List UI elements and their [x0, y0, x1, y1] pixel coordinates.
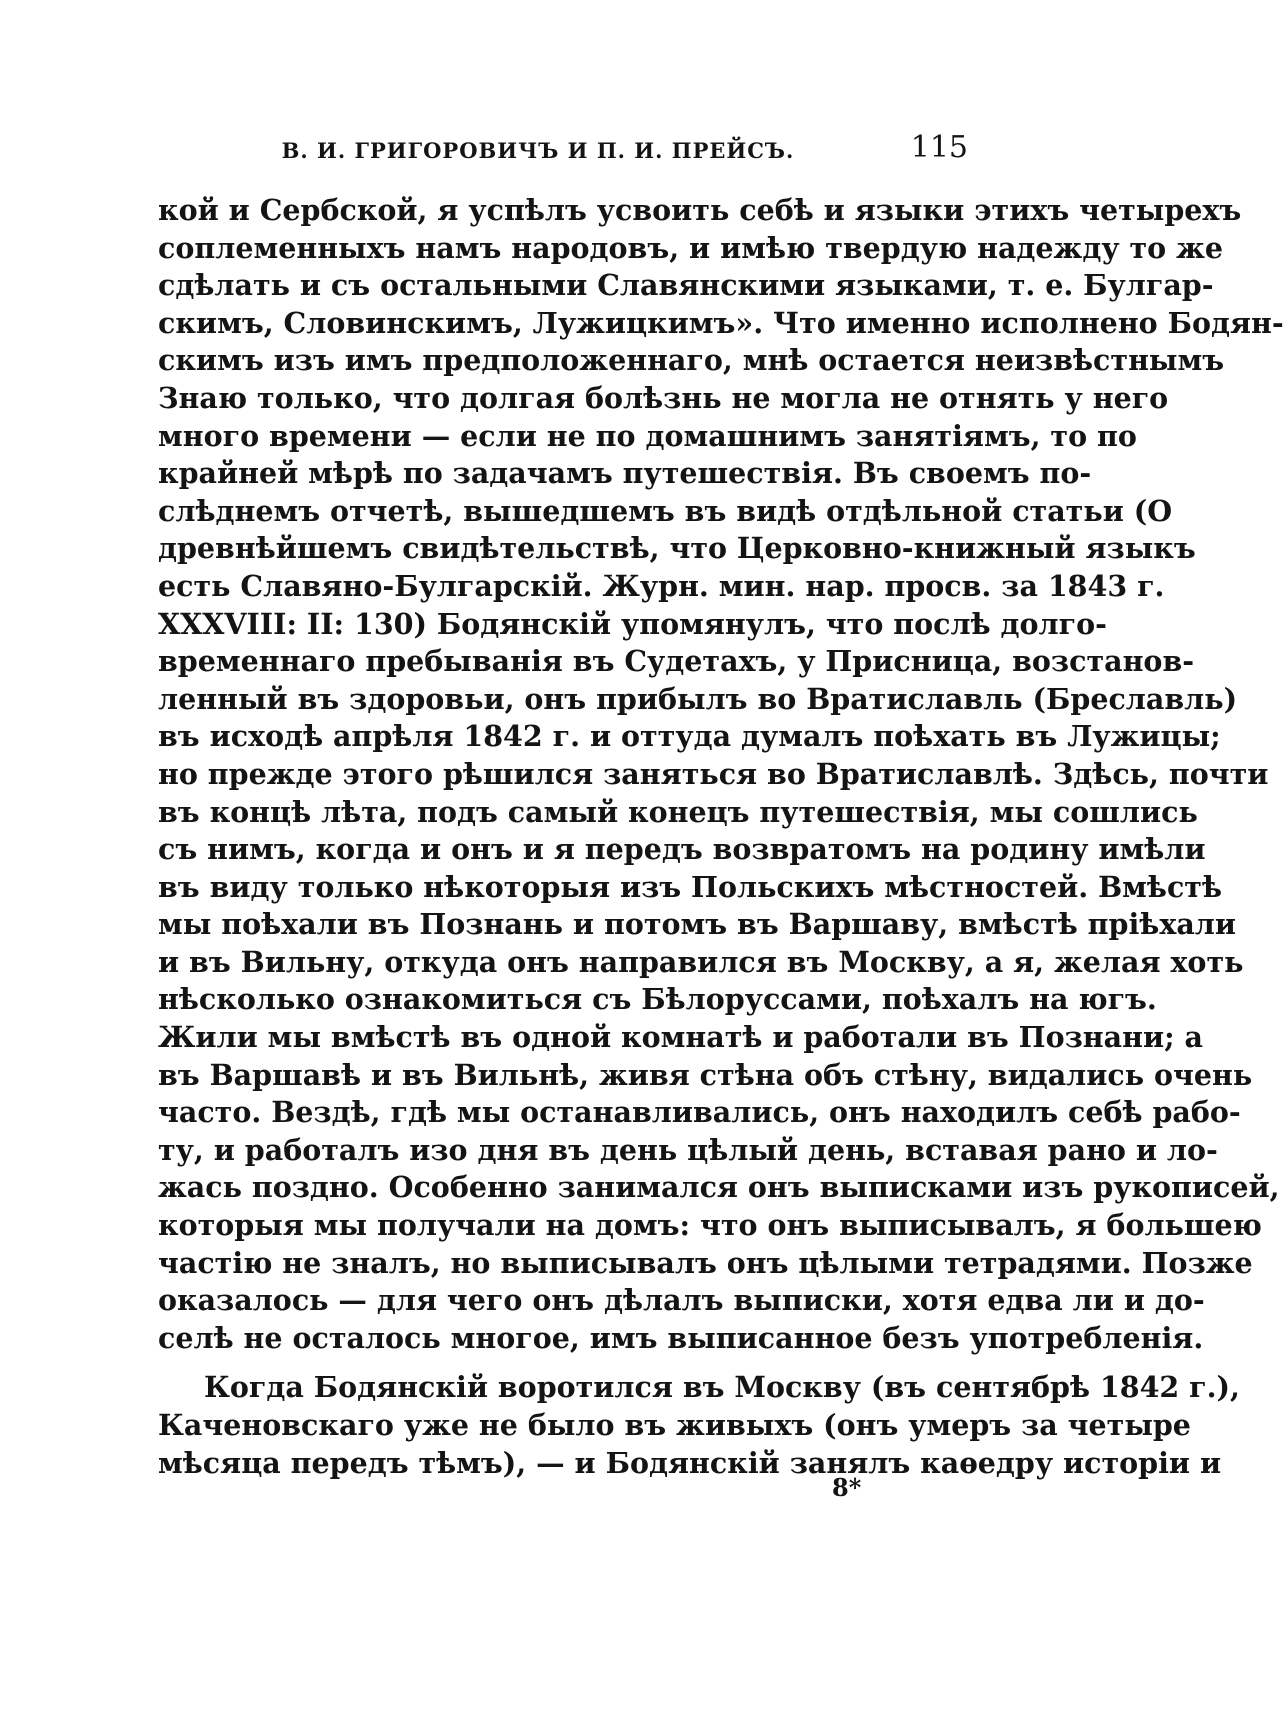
- text-line: Жили мы вмѣстѣ въ одной комнатѣ и работали въ Познани; а: [158, 1020, 1204, 1055]
- text-line: мѣсяца передъ тѣмъ), — и Бодянскій занялъ каѳедру исторіи и: [158, 1445, 1222, 1480]
- running-title: В. И. ГРИГОРОВИЧЪ И П. И. ПРЕЙСЪ.: [281, 138, 795, 163]
- text-line: крайней мѣрѣ по задачамъ путешествія. Въ своемъ по-: [158, 456, 1092, 491]
- text-line: XXXVIII: II: 130) Бодянскій упомянулъ, что послѣ долго-: [158, 606, 1107, 641]
- text-line: скимъ изъ имъ предположеннаго, мнѣ остается неизвѣстнымъ: [158, 343, 1225, 378]
- text-line-indented: Когда Бодянскій воротился въ Москву (въ сентябрѣ 1842 г.),: [204, 1370, 1240, 1405]
- text-line: жась поздно. Особенно занимался онъ выписками изъ рукописей,: [158, 1170, 1280, 1205]
- text-line: мы поѣхали въ Познань и потомъ въ Варшаву, вмѣстѣ пріѣхали: [158, 907, 1237, 942]
- text-line: часто. Вездѣ, гдѣ мы останавливались, онъ находилъ себѣ рабо-: [158, 1095, 1241, 1130]
- text-line: скимъ, Словинскимъ, Лужицкимъ». Что именно исполнено Бодян-: [158, 305, 1284, 340]
- text-line: кой и Сербской, я успѣлъ усвоить себѣ и языки этихъ четырехъ: [158, 193, 1242, 227]
- text-line: въ концѣ лѣта, подъ самый конецъ путешествія, мы сошлись: [158, 794, 1198, 829]
- text-line: оказалось — для чего онъ дѣлалъ выписки, хотя едва ли и до-: [158, 1283, 1205, 1318]
- text-line: въ исходѣ апрѣля 1842 г. и оттуда думалъ поѣхать въ Лужицы;: [158, 719, 1221, 754]
- text-line: нѣсколько ознакомиться съ Бѣлоруссами, поѣхалъ на югъ.: [158, 982, 1157, 1017]
- page-number: 115: [910, 130, 968, 165]
- text-line: въ виду только нѣкоторыя изъ Польскихъ мѣстностей. Вмѣстѣ: [158, 869, 1223, 904]
- text-block: [158, 192, 1284, 1482]
- text-line: которыя мы получали на домъ: что онъ выписывалъ, я большею: [158, 1208, 1262, 1243]
- text-line: въ Варшавѣ и въ Вильнѣ, живя стѣна объ стѣну, видались очень: [158, 1057, 1253, 1092]
- text-line-last: селѣ не осталось многое, имъ выписанное безъ употребленія.: [158, 1320, 1204, 1355]
- running-head: [158, 130, 968, 170]
- text-line: и въ Вильну, откуда онъ направился въ Москву, а я, желая хоть: [158, 944, 1244, 979]
- text-line: временнаго пребыванія въ Судетахъ, у Присница, возстанов-: [158, 644, 1195, 679]
- text-line: слѣднемъ отчетѣ, вышедшемъ въ видѣ отдѣльной статьи (О: [158, 493, 1173, 528]
- text-line: сдѣлать и съ остальными Славянскими языками, т. е. Булгар-: [158, 268, 1214, 303]
- text-line: частію не зналъ, но выписывалъ онъ цѣлыми тетрадями. Позже: [158, 1245, 1253, 1280]
- signature-mark: 8*: [832, 1473, 862, 1502]
- paragraph-gap: [158, 1357, 968, 1369]
- text-line: съ нимъ, когда и онъ и я передъ возвратомъ на родину имѣли: [158, 832, 1206, 867]
- text-line: ленный въ здоровьи, онъ прибылъ во Вратиславль (Бреславль): [158, 681, 1238, 716]
- text-line: Знаю только, что долгая болѣзнь не могла не отнять у него: [158, 380, 1169, 415]
- text-line: есть Славяно-Булгарскій. Журн. мин. нар. просв. за 1843 г.: [158, 568, 1165, 603]
- text-line: много времени — если не по домашнимъ занятіямъ, то по: [158, 418, 1137, 453]
- text-line: древнѣйшемъ свидѣтельствѣ, что Церковно-книжный языкъ: [158, 531, 1196, 566]
- text-line: ту, и работалъ изо дня въ день цѣлый день, вставая рано и ло-: [158, 1132, 1218, 1167]
- text-line: соплеменныхъ намъ народовъ, и имѣю твердую надежду то же: [158, 230, 1223, 265]
- text-line: Каченовскаго уже не было въ живыхъ (онъ умеръ за четыре: [158, 1408, 1191, 1442]
- text-line: но прежде этого рѣшился заняться во Вратиславлѣ. Здѣсь, почти: [158, 756, 1269, 791]
